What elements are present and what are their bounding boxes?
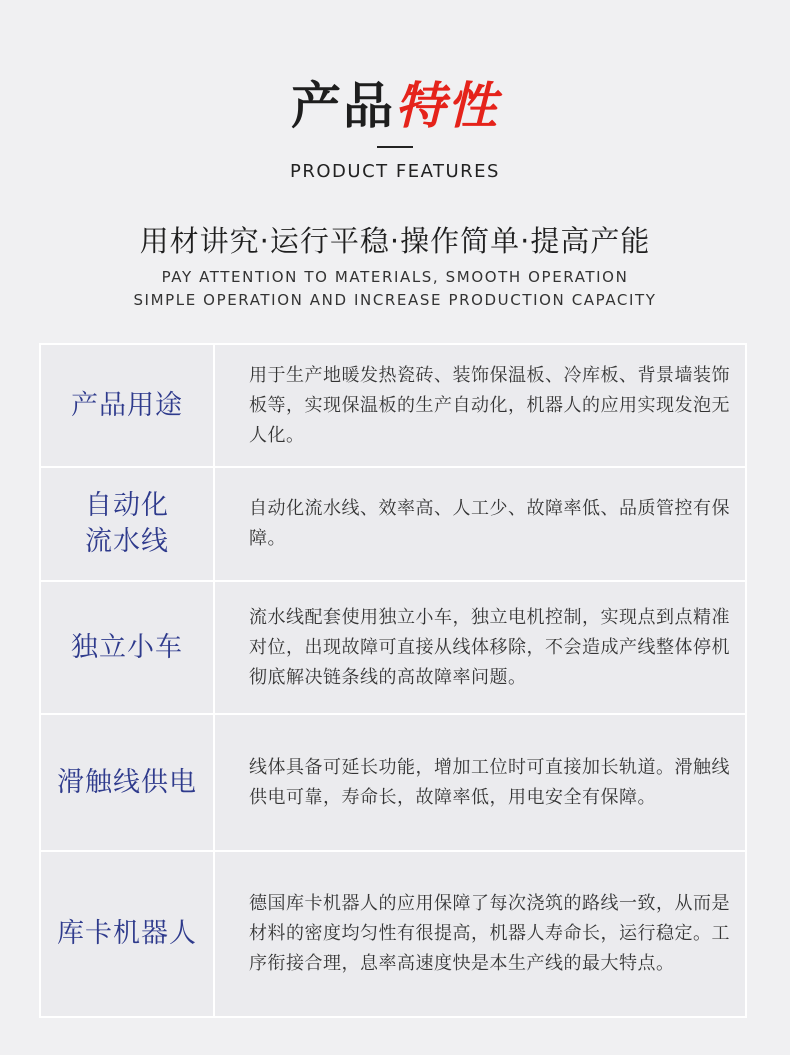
- title-dark-part: 产品: [291, 77, 395, 135]
- title-red-part: 特性: [395, 77, 499, 135]
- feature-label: 独立小车: [41, 582, 215, 713]
- slogan-english-line1: PAY ATTENTION TO MATERIALS, SMOOTH OPERATION: [161, 268, 629, 286]
- feature-description: 线体具备可延长功能，增加工位时可直接加长轨道。滑触线供电可靠，寿命长，故障率低，用电安全有保障。: [249, 756, 730, 808]
- feature-row: [41, 715, 745, 852]
- feature-row: [41, 468, 745, 582]
- feature-row: [41, 582, 745, 715]
- feature-label: 自动化 流水线: [41, 468, 215, 580]
- page-title: [0, 74, 790, 138]
- feature-description: 用于生产地暖发热瓷砖、装饰保温板、冷库板、背景墙装饰板等，实现保温板的生产自动化，机器人的应用实现发泡无人化。: [249, 364, 730, 446]
- feature-label: 库卡机器人: [41, 852, 215, 1016]
- feature-label: 产品用途: [41, 345, 215, 466]
- feature-row: [41, 345, 745, 468]
- feature-description: 自动化流水线、效率高、人工少、故障率低、品质管控有保障。: [249, 498, 730, 549]
- slogan: 用材讲究·运行平稳·操作简单·提高产能: [139, 224, 651, 258]
- features-table: [39, 343, 747, 1018]
- feature-description: 流水线配套使用独立小车，独立电机控制，实现点到点精准对位，出现故障可直接从线体移除，不会造成产线整体停机彻底解决链条线的高故障率问题。: [249, 606, 730, 688]
- feature-description: 德国库卡机器人的应用保障了每次浇筑的路线一致，从而是材料的密度均匀性有很提高，机器人寿命长，运行稳定。工序衔接合理，息率高速度快是本生产线的最大特点。: [249, 893, 730, 974]
- feature-label: 滑触线供电: [41, 715, 215, 850]
- title-english: PRODUCT FEATURES: [290, 161, 500, 182]
- slogan-english-line2: SIMPLE OPERATION AND INCREASE PRODUCTION CAPACITY: [133, 291, 657, 309]
- feature-row: [41, 852, 745, 1016]
- title-divider: [377, 146, 413, 148]
